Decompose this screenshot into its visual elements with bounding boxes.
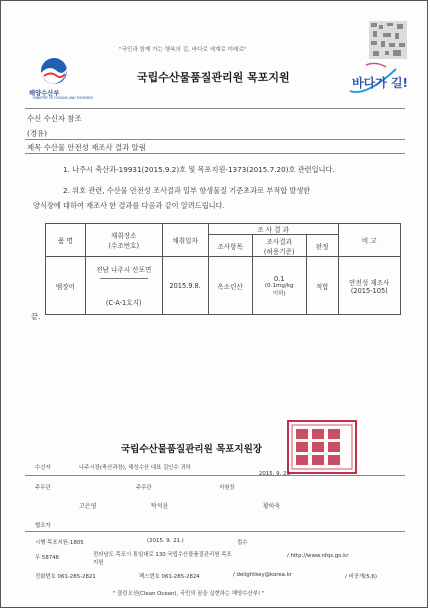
cell-note (338, 257, 400, 315)
reviewer-label: 주무관 (136, 485, 152, 491)
header-test-item: 조사항목 (208, 235, 252, 257)
via-line: (경유) (27, 129, 48, 138)
email-address[interactable]: / delightkey@korea.kr (233, 572, 293, 578)
fax-number: 팩스번호 061-285-2824 (139, 574, 200, 580)
enforce-number: 시행 목포지원-1805 (35, 540, 84, 546)
header-date: 채취일자 (162, 224, 208, 257)
header-location-label: 채취장소 (111, 232, 137, 240)
subject-line: 제목 수산물 안전성 재조사 결과 알림 (27, 143, 146, 152)
header-location (85, 224, 162, 257)
cell-location-code: (C-A-1호지) (105, 299, 142, 307)
cell-limit-2: 이하) (272, 290, 286, 297)
recipients-label: 수신자 (35, 465, 51, 471)
slogan-logo (346, 61, 409, 97)
header-verdict: 판정 (306, 235, 338, 257)
cell-date: 2015.9.8. (162, 257, 208, 315)
paragraph-2-line-2: 양식장에 대하여 재조사 한 결과를 다음과 같이 알려드립니다. (33, 201, 225, 210)
ministry-sub-name: MINISTRY OF OCEANS AND FISHERIES (33, 96, 94, 100)
footer-slogan: " 클린오션(Clean Ocean), 국민의 꿈을 실현하는 해양수산부! " (113, 591, 265, 597)
recipients-list: 나주시장(축산과장), 해성수산 대표 김인수 귀하 (79, 465, 191, 471)
drafter-name: 고은영 (79, 503, 97, 510)
cell-verdict: 적합 (306, 257, 338, 315)
enforce-date: (2015. 9. 21.) (147, 538, 184, 544)
header-note: 비 고 (338, 224, 400, 257)
drafter-label: 주무관 (35, 485, 51, 491)
header-divider (25, 108, 405, 109)
paragraph-2-line-1: 2. 위호 관련, 수산물 안전성 조사결과 일부 항생물질 기준초과로 부적합 발생한 (63, 186, 311, 195)
cell-location-rule (100, 278, 148, 279)
cell-result (252, 257, 306, 315)
header-location-code: (수조번호) (108, 242, 140, 250)
official-seal (286, 419, 358, 475)
end-mark: 끝. (31, 312, 41, 321)
ministry-name: 해양수산부 (29, 90, 60, 97)
header-item: 품 명 (46, 224, 86, 257)
slogan-text: 바다가 길! (352, 76, 409, 90)
document-title: 국립수산물품질관리원 목포지원 (137, 71, 290, 84)
approver-label: 지원장 (219, 485, 235, 491)
table-row (46, 257, 401, 315)
subject-top-divider (25, 139, 405, 140)
address-line-2: 지원 (93, 560, 104, 566)
phone-number: 전화번호 061-285-2821 (35, 574, 96, 580)
cooperator-divider (25, 531, 405, 532)
header-result-group: 조 사 결 과 (208, 224, 338, 235)
paragraph-1: 1. 나주시 축산과-19931(2015.9.2)호 및 목포지원-1373(2015.7.20)호 관련입니다. (63, 165, 335, 174)
cell-location-name: 전남 나주시 산포면 (96, 266, 152, 274)
recipients-divider (25, 475, 405, 476)
postal-code: 우 58746 (35, 555, 60, 561)
address-line-1: 전라남도 목포시 통일대로 130 국립수산물품질관리원 목포 (93, 552, 232, 558)
disclosure-status: / 비공개(5,6) (345, 574, 377, 580)
header-result (252, 235, 306, 257)
cell-result-value: 0.1 (273, 274, 285, 283)
approval-date: 2015. 9. 21. (259, 471, 292, 477)
cell-note-text: 안전성 재조사 (349, 278, 390, 287)
cell-limit: (0.1mg/kg (264, 282, 294, 289)
sender-name: 국립수산물품질관리원 목포지원장 (121, 444, 262, 455)
qr-code (369, 21, 407, 59)
recipient-line: 수신 수신자 참조 (27, 114, 82, 123)
cell-location (85, 257, 162, 315)
approver-name: 황하욱 (263, 503, 281, 510)
cell-item: 뱀장어 (46, 257, 86, 315)
website-link[interactable]: / http://www.nfqs.go.kr (287, 553, 349, 559)
subject-bottom-divider (25, 153, 405, 154)
cell-test-item: 옥소린산 (208, 257, 252, 315)
result-table (45, 223, 401, 315)
header-limit-label: (허용기준) (263, 247, 295, 256)
header-result-label: 조사결과 (266, 237, 292, 246)
motto-text: "국민과 함께 가는 행복의 길, 바다로 세계로 미래로" (119, 47, 247, 53)
reviewer-name: 탁석윤 (151, 503, 169, 510)
cell-note-code: (2015-105) (350, 286, 388, 295)
receipt-label: 접수 (237, 540, 248, 546)
cooperator-label: 협조자 (35, 523, 51, 529)
